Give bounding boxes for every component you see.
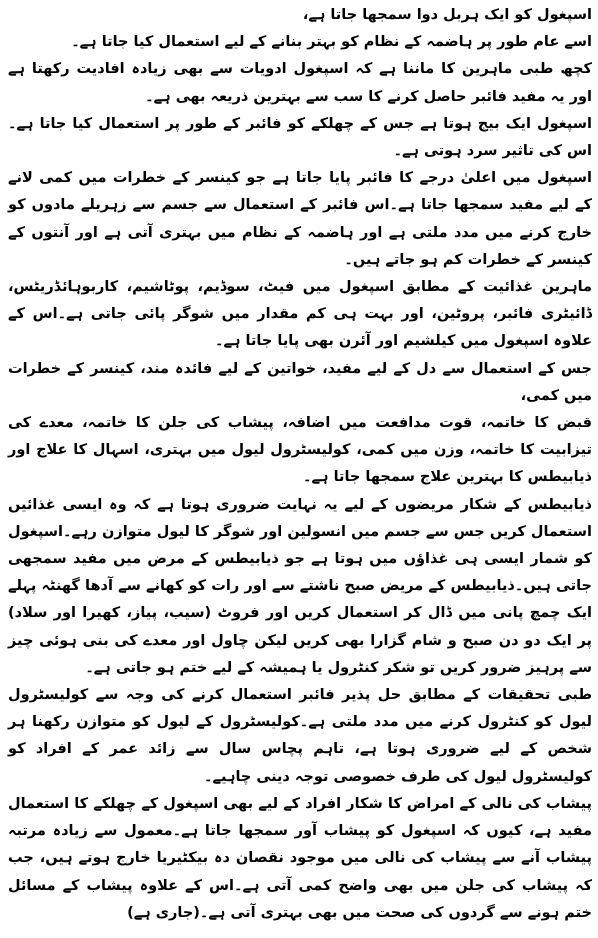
paragraph-10: طبی تحقیقات کے مطابق حل پذیر فائبر استعمال کرنے کی وجہ سے کولیسٹرول لیول کو کنٹرول کرنے میں مدد ملتی ہے۔کولیسٹرول کے لیول کو متوازن رکھنا ہر شخص کے لیے ضروری ہوتا ہے، تاہم پچاس سال سے زائد عمر کے افراد کو کولیسٹرول لیول کی طرف خصوصی توجہ دینی چاہیے۔ <box>8 687 592 785</box>
paragraph-2: اسے عام طور پر ہاضمہ کے نظام کو بہتر بنانے کے لیے استعمال کیا جاتا ہے۔ <box>71 34 592 51</box>
paragraph-1: اسپغول کو ایک ہربل دوا سمجھا جاتا ہے، <box>302 7 592 23</box>
paragraph-9: ذیابیطس کے شکار مریضوں کے لیے یہ نہایت ضروری ہوتا ہے کہ وہ ایسی غذائیں استعمال کریں جس سے جسم میں انسولین اور شوگر کا لیول متوازن رہے۔اسپغول کو شمار ایسی ہی غذاؤں میں ہوتا ہے جو ذیابیطس کے مرض میں مفید سمجھی جاتی ہیں۔ذیابیطس کے مریض صبح ناشتے سے اور رات کو کھانے سے آدھا گھنٹہ پہلے ایک چمچ پانی میں ڈال کر استعمال کریں اور فروٹ (سیب، پیاز، کھیرا اور سلاد) پر ایک دو دن صبح و شام گزارا بھی کریں لیکن چاول اور معدے کی بنی ہوئی چیز سے پرہیز ضرور کریں تو شکر کنٹرول یا ہمیشہ کے لیے ختم ہو جاتی ہے۔ <box>8 496 592 676</box>
paragraph-11: پیشاب کی نالی کے امراض کا شکار افراد کے لیے بھی اسپغول کے چھلکے کا استعمال مفید ہے، کیوں کہ اسپغول کو پیشاب آور سمجھا جاتا ہے۔معمول سے زیادہ مرتبہ پیشاب آنے سے پیشاب کی نالی میں موجود نقصان دہ بیکٹیریا خارج ہوتے ہیں، جب کہ پیشاب کی جلن میں بھی واضح کمی آتی ہے۔اس کے علاوہ پیشاب کے مسائل ختم ہونے سے گردوں کی صحت میں بھی بہتری آتی ہے۔(جاری ہے) <box>8 795 592 921</box>
paragraph-4: اسپغول ایک بیج ہوتا ہے جس کے چھلکے کو فائبر کے طور پر استعمال کیا جاتا ہے۔اس کی تاثیر سرد ہوتی ہے۔ <box>8 115 592 160</box>
paragraph-3: کچھ طبی ماہرین کا ماننا ہے کہ اسپغول ادویات سے بھی زیادہ افادیت رکھتا ہے اور یہ مفید فائبر حاصل کرنے کا سب سے بہترین ذریعہ بھی ہے۔ <box>8 61 592 105</box>
paragraph-5: اسپغول میں اعلیٰ درجے کا فائبر پایا جاتا ہے جو کینسر کے خطرات میں کمی لانے کے لیے مفید سمجھا جاتا ہے۔اس فائبر کے استعمال سے جسم سے زہریلے مادوں کو خارج کرنے میں مدد ملتی ہے اور ہاضمہ کے نظام میں بہتری آتی ہے اور آنتوں کے کینسر کے خطرات کم ہو جاتے ہیں۔ <box>8 170 592 268</box>
paragraph-6: ماہرین غذائیت کے مطابق اسپغول میں فیٹ، سوڈیم، پوٹاشیم، کاربوہائڈریٹس، ڈائیٹری فائبر، پروٹین، اور بہت ہی کم مقدار میں شوگر پائی جاتی ہے۔اس کے علاوہ اسپغول میں کیلشیم اور آئرن بھی پایا جاتا ہے۔ <box>8 279 592 350</box>
paragraph-8: قبض کا خاتمہ، قوت مدافعت میں اضافہ، پیشاب کی جلن کا خاتمہ، معدے کی تیزابیت کا خاتمہ، وزن میں کمی، کولیسٹرول لیول میں بہتری، اسہال کا علاج اور ذیابیطس کا بہترین علاج سمجھا جاتا ہے۔ <box>8 415 592 486</box>
paragraph-7: جس کے استعمال سے دل کے لیے مفید، خواتین کے لیے فائدہ مند، کینسر کے خطرات میں کمی، <box>8 360 592 404</box>
